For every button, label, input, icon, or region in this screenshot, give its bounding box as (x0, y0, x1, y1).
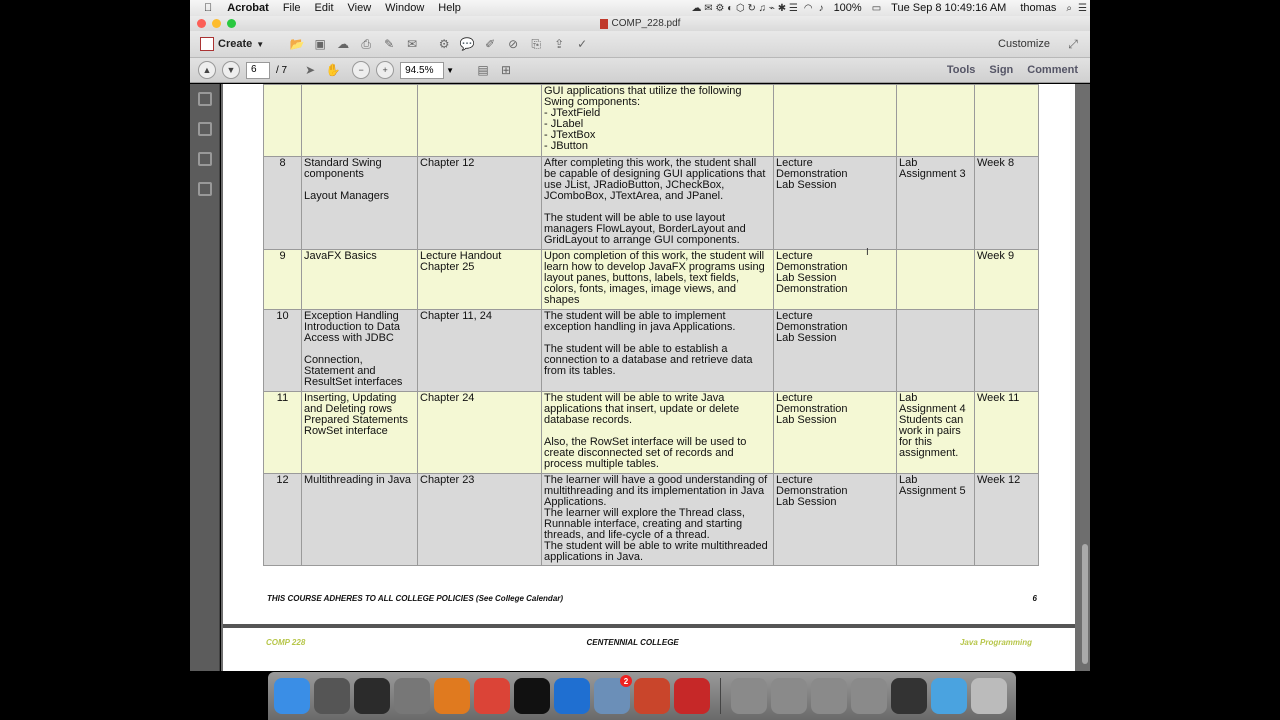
cell-week (975, 310, 1039, 392)
cell-text: learn how to develop JavaFX programs using (544, 262, 765, 273)
share-icon[interactable]: ⇪ (554, 37, 565, 51)
cell-text: multithreading and its implementation in Java (544, 486, 765, 497)
print-icon[interactable]: ⎙ (361, 36, 371, 51)
cell-text: GUI applications that utilize the following (544, 86, 742, 97)
dock-screenshots-icon[interactable] (811, 678, 847, 714)
cell-text: work in pairs (899, 426, 961, 437)
cell-method (774, 157, 897, 250)
cell-text: RowSet interface (304, 426, 388, 437)
cell-ref (418, 250, 542, 310)
pdf-page-7 (223, 624, 1075, 671)
cell-assess (897, 310, 975, 392)
cell-text: Inserting, Updating (304, 393, 397, 404)
wifi-icon[interactable]: ◠ (803, 2, 813, 14)
cell-text: Lecture Handout (420, 251, 502, 262)
cell-text: Lab Session (776, 333, 837, 344)
mac-dock (268, 672, 1016, 720)
datetime[interactable]: Tue Sep 8 10:49:16 AM (891, 2, 1007, 14)
cell-outcome (542, 85, 774, 157)
customize-button[interactable]: Customize (998, 38, 1050, 50)
cell-text: Lab (899, 393, 918, 404)
dock-downloads-folder-icon[interactable] (931, 678, 967, 714)
create-label: Create (218, 38, 253, 50)
cell-text: The learner will explore the Thread class, (544, 508, 745, 519)
cell-ref (418, 85, 542, 157)
window-title: COMP_228.pdf (611, 18, 681, 29)
text-cursor-icon: I (866, 247, 869, 258)
cell-num: 9 (264, 250, 302, 310)
cell-text: Applications. (544, 497, 607, 508)
cell-text: Connection, (304, 355, 363, 366)
cell-assess (897, 250, 975, 310)
cell-text: Assignment 5 (899, 486, 966, 497)
cell-text: - JButton (544, 141, 589, 152)
chevron-down-icon: ▼ (256, 39, 265, 49)
cell-text: The learner will have a good understanding of (544, 475, 768, 486)
table-row (264, 392, 1039, 474)
cell-text: Swing components: (544, 97, 640, 108)
main-toolbar (190, 31, 1090, 58)
email-icon[interactable]: ✉ (407, 37, 418, 51)
cell-text: and Deleting rows (304, 404, 393, 415)
battery-icon: ▭ (871, 2, 882, 14)
user-name[interactable]: thomas (1020, 2, 1057, 14)
cell-num: 12 (264, 474, 302, 566)
dock-preview-icon[interactable] (594, 678, 630, 714)
page-number-input[interactable]: 6 (246, 62, 270, 79)
cell-text: JComboBox, JTextArea, and JPanel. (544, 191, 724, 202)
table-row (264, 474, 1039, 566)
zoom-window-button[interactable] (227, 19, 236, 28)
cell-text: database records. (544, 415, 633, 426)
cell-text: Statement and (304, 366, 376, 377)
cell-text: JavaFX Basics (304, 251, 377, 262)
dock-acrobat-icon[interactable] (674, 678, 710, 714)
policy-note: THIS COURSE ADHERES TO ALL COLLEGE POLICIES (See College Calendar) (267, 594, 564, 603)
navigation-toolbar (190, 58, 1090, 83)
cell-text: applications that insert, update or delete (544, 404, 740, 415)
cell-text: create disconnected set of records and (544, 448, 734, 459)
cell-topic (302, 392, 418, 474)
cell-text: Demonstration (776, 284, 848, 295)
dock-ibooks-icon[interactable] (434, 678, 470, 714)
create-button[interactable] (200, 37, 264, 51)
close-window-button[interactable] (197, 19, 206, 28)
settings-icon[interactable]: ⚙ (438, 37, 450, 51)
cell-text: Access with JDBC (304, 333, 394, 344)
edit-icon[interactable]: ✎ (384, 37, 395, 51)
cell-text: Introduction to Data (304, 322, 401, 333)
cell-text: Demonstration (776, 322, 848, 333)
dock-teamviewer-icon[interactable] (554, 678, 590, 714)
previous-page-button[interactable]: ▲ (198, 61, 216, 79)
cell-text: process multiple tables. (544, 459, 659, 470)
cell-text: Upon completion of this work, the student will (544, 251, 765, 262)
cell-text: GridLayout to arrange GUI components. (544, 235, 740, 246)
cell-week: Week 8 (975, 157, 1039, 250)
zoom-in-button[interactable]: + (376, 61, 394, 79)
cell-text: Multithreading in Java (304, 475, 412, 486)
cell-text: Demonstration (776, 262, 848, 273)
cell-ref (418, 310, 542, 392)
attachments-icon[interactable] (198, 152, 212, 166)
attach-icon[interactable]: ⎘ (531, 36, 541, 51)
cell-text: Standard Swing (304, 158, 382, 169)
spotlight-icon[interactable]: ⌕ (1066, 2, 1073, 14)
stamp-icon[interactable]: ⊘ (508, 37, 519, 51)
cell-text: Lecture (776, 158, 813, 169)
cell-text: Lab (899, 475, 918, 486)
dock-powerpoint-icon[interactable] (634, 678, 670, 714)
cell-text: Chapter 25 (420, 262, 475, 273)
app-menu[interactable]: Acrobat (219, 2, 261, 14)
pdf-page-6 (223, 84, 1075, 624)
zoom-out-button[interactable]: − (352, 61, 370, 79)
cell-text: from its tables. (544, 366, 616, 377)
cell-outcome (542, 157, 774, 250)
cell-num: 8 (264, 157, 302, 250)
mac-menubar (190, 0, 1090, 16)
cell-text: layout panes, buttons, labels, text fields, (544, 273, 740, 284)
battery-status[interactable]: 100% (833, 2, 862, 14)
cell-num: 11 (264, 392, 302, 474)
dock-finder-icon[interactable] (274, 678, 310, 714)
vertical-scrollbar[interactable] (1082, 544, 1088, 664)
cell-text: Lab Session (776, 415, 837, 426)
comment-icon[interactable]: 💬 (459, 37, 475, 51)
fit-page-icon[interactable]: ▤ (477, 63, 489, 77)
cell-text: The student will be able to implement (544, 311, 726, 322)
document-view[interactable] (221, 84, 1090, 671)
page-thumbnails-icon[interactable] (198, 92, 212, 106)
cell-text: colors, fonts, images, image views, and (544, 284, 736, 295)
pdf-icon (600, 19, 608, 29)
cell-text: Exception Handling (304, 311, 399, 322)
cell-week: Week 11 (975, 392, 1039, 474)
cell-outcome (542, 310, 774, 392)
cell-num: 10 (264, 310, 302, 392)
cell-text: - JLabel (544, 119, 584, 130)
dock-trash-icon[interactable] (971, 678, 1007, 714)
cell-text: Lecture (776, 251, 813, 262)
cell-outcome (542, 392, 774, 474)
cell-outcome (542, 250, 774, 310)
cell-topic (302, 157, 418, 250)
course-name: Java Programming (959, 638, 1032, 647)
cell-text: Lab (899, 158, 918, 169)
cell-method (774, 85, 897, 157)
select-tool-icon[interactable]: ➤ (305, 63, 316, 77)
cell-text: After completing this work, the student shall (544, 158, 757, 169)
scroll-mode-icon[interactable]: ⊞ (501, 63, 512, 77)
cell-text: Students can (899, 415, 964, 426)
cell-week (975, 85, 1039, 157)
cell-text: Prepared Statements (304, 415, 408, 426)
comment-pane-button[interactable]: Comment (1027, 64, 1078, 76)
dock-terminal-icon[interactable] (514, 678, 550, 714)
menu-view[interactable]: View (339, 2, 363, 14)
tools-pane-button[interactable]: Tools (946, 64, 976, 76)
cell-text: The student will be able to write multithreaded (544, 541, 768, 552)
bookmarks-icon[interactable] (198, 122, 212, 136)
page-footer (267, 594, 1037, 603)
dock-chrome-icon[interactable] (474, 678, 510, 714)
cell-text: Lab Session (776, 273, 837, 284)
signatures-icon[interactable] (198, 182, 212, 196)
cell-text: Chapter 24 (420, 393, 475, 404)
dock-documents-folder-icon[interactable] (891, 678, 927, 714)
cell-assess (897, 85, 975, 157)
notification-center-icon[interactable]: ☰ (1078, 2, 1087, 14)
cell-text: for this (899, 437, 933, 448)
highlight-icon[interactable]: ✐ (485, 37, 496, 51)
cell-text: Lecture (776, 311, 813, 322)
next-page-button[interactable]: ▼ (222, 61, 240, 79)
hand-tool-icon[interactable]: ✋ (325, 63, 341, 77)
cell-text: - JTextField (544, 108, 601, 119)
cell-text: - JTextBox (544, 130, 596, 141)
menu-help[interactable]: Help (430, 2, 453, 14)
cell-text: Chapter 12 (420, 158, 475, 169)
notification-badge: 2 (620, 675, 632, 687)
cell-text: applications in Java. (544, 552, 644, 563)
cell-text: Demonstration (776, 486, 848, 497)
cell-text: ResultSet interfaces (304, 377, 403, 388)
dock-launchpad-icon[interactable] (314, 678, 350, 714)
cell-text: components (304, 169, 364, 180)
table-row (264, 157, 1039, 250)
cell-num (264, 85, 302, 157)
cell-ref (418, 392, 542, 474)
cell-week: Week 9 (975, 250, 1039, 310)
fullscreen-icon[interactable]: ⤢ (1068, 36, 1078, 51)
cell-text: The student will be able to use layout (544, 213, 726, 224)
cell-method (774, 474, 897, 566)
cell-text: Layout Managers (304, 191, 389, 202)
cell-assess (897, 392, 975, 474)
table-row (264, 310, 1039, 392)
save-icon[interactable]: ▣ (314, 37, 326, 51)
cell-week: Week 12 (975, 474, 1039, 566)
navigation-sidebar (190, 84, 220, 671)
cloud-icon[interactable]: ☁ (337, 37, 350, 51)
menu-edit[interactable]: Edit (306, 2, 326, 14)
cell-text: Lab Session (776, 180, 837, 191)
page-header (223, 638, 1075, 647)
cell-text: managers FlowLayout, BorderLayout and (544, 224, 746, 235)
dock-activity-monitor-icon[interactable] (354, 678, 390, 714)
cell-text: assignment. (899, 448, 959, 459)
cell-outcome (542, 474, 774, 566)
review-icon[interactable]: ✓ (577, 37, 588, 51)
zoom-dropdown-icon[interactable]: ▼ (446, 65, 455, 75)
cell-text: connection to a database and retrieve data (544, 355, 753, 366)
cell-method (774, 250, 897, 310)
zoom-level-input[interactable]: 94.5% (400, 62, 444, 79)
dock-network-icon[interactable] (771, 678, 807, 714)
cell-method (774, 310, 897, 392)
window-controls (197, 19, 236, 28)
cell-ref (418, 157, 542, 250)
create-pdf-icon (200, 37, 214, 51)
college-name: CENTENNIAL COLLEGE (586, 638, 679, 647)
menu-window[interactable]: Window (376, 2, 417, 14)
cell-assess (897, 157, 975, 250)
dock-system-preferences-icon[interactable] (394, 678, 430, 714)
cell-text: The student will be able to write Java (544, 393, 725, 404)
dock-applications-folder-icon[interactable] (731, 678, 767, 714)
cell-text: shapes (544, 295, 580, 306)
table-row (264, 85, 1039, 157)
window-titlebar (190, 16, 1090, 31)
cell-text: Demonstration (776, 169, 848, 180)
cell-method (774, 392, 897, 474)
apple-menu-icon[interactable] (190, 2, 220, 14)
cell-text: use JList, JRadioButton, JCheckBox, (544, 180, 725, 191)
cell-text: The student will be able to establish a (544, 344, 728, 355)
dock-separator (720, 678, 721, 714)
cell-text: Chapter 11, 24 (420, 311, 492, 322)
cell-text: Also, the RowSet interface will be used to (544, 437, 747, 448)
cell-ref (418, 474, 542, 566)
cell-text: exception handling in java Applications. (544, 322, 736, 333)
cell-text: Assignment 3 (899, 169, 966, 180)
course-schedule-table (263, 84, 1039, 566)
cell-topic (302, 250, 418, 310)
cell-text: Assignment 4 (899, 404, 966, 415)
status-icons[interactable]: ☁ ✉ ⚙ ◐ ⬡ ↻ ♫ ⌁ ✱ ☰ (691, 2, 798, 14)
cell-text: Lecture (776, 475, 813, 486)
cell-text: Chapter 23 (420, 475, 475, 486)
cell-topic (302, 310, 418, 392)
cell-text: Runnable interface, creating and starting (544, 519, 743, 530)
dock-developer-tools-icon[interactable] (851, 678, 887, 714)
cell-assess (897, 474, 975, 566)
cell-text: be capable of designing GUI applications that (544, 169, 766, 180)
open-icon[interactable]: 📂 (289, 37, 305, 51)
cell-text: Lab Session (776, 497, 837, 508)
cell-topic (302, 85, 418, 157)
minimize-window-button[interactable] (212, 19, 221, 28)
volume-icon[interactable]: ♪ (818, 2, 824, 14)
table-row (264, 250, 1039, 310)
course-code: COMP 228 (266, 638, 306, 647)
cell-text: Demonstration (776, 404, 848, 415)
sign-pane-button[interactable]: Sign (989, 64, 1014, 76)
page-number: 6 (1032, 594, 1037, 603)
page-total: / 7 (276, 64, 288, 76)
menu-file[interactable]: File (274, 2, 293, 14)
cell-text: Lecture (776, 393, 813, 404)
cell-text: threads, and life-cycle of a thread. (544, 530, 710, 541)
cell-topic (302, 474, 418, 566)
